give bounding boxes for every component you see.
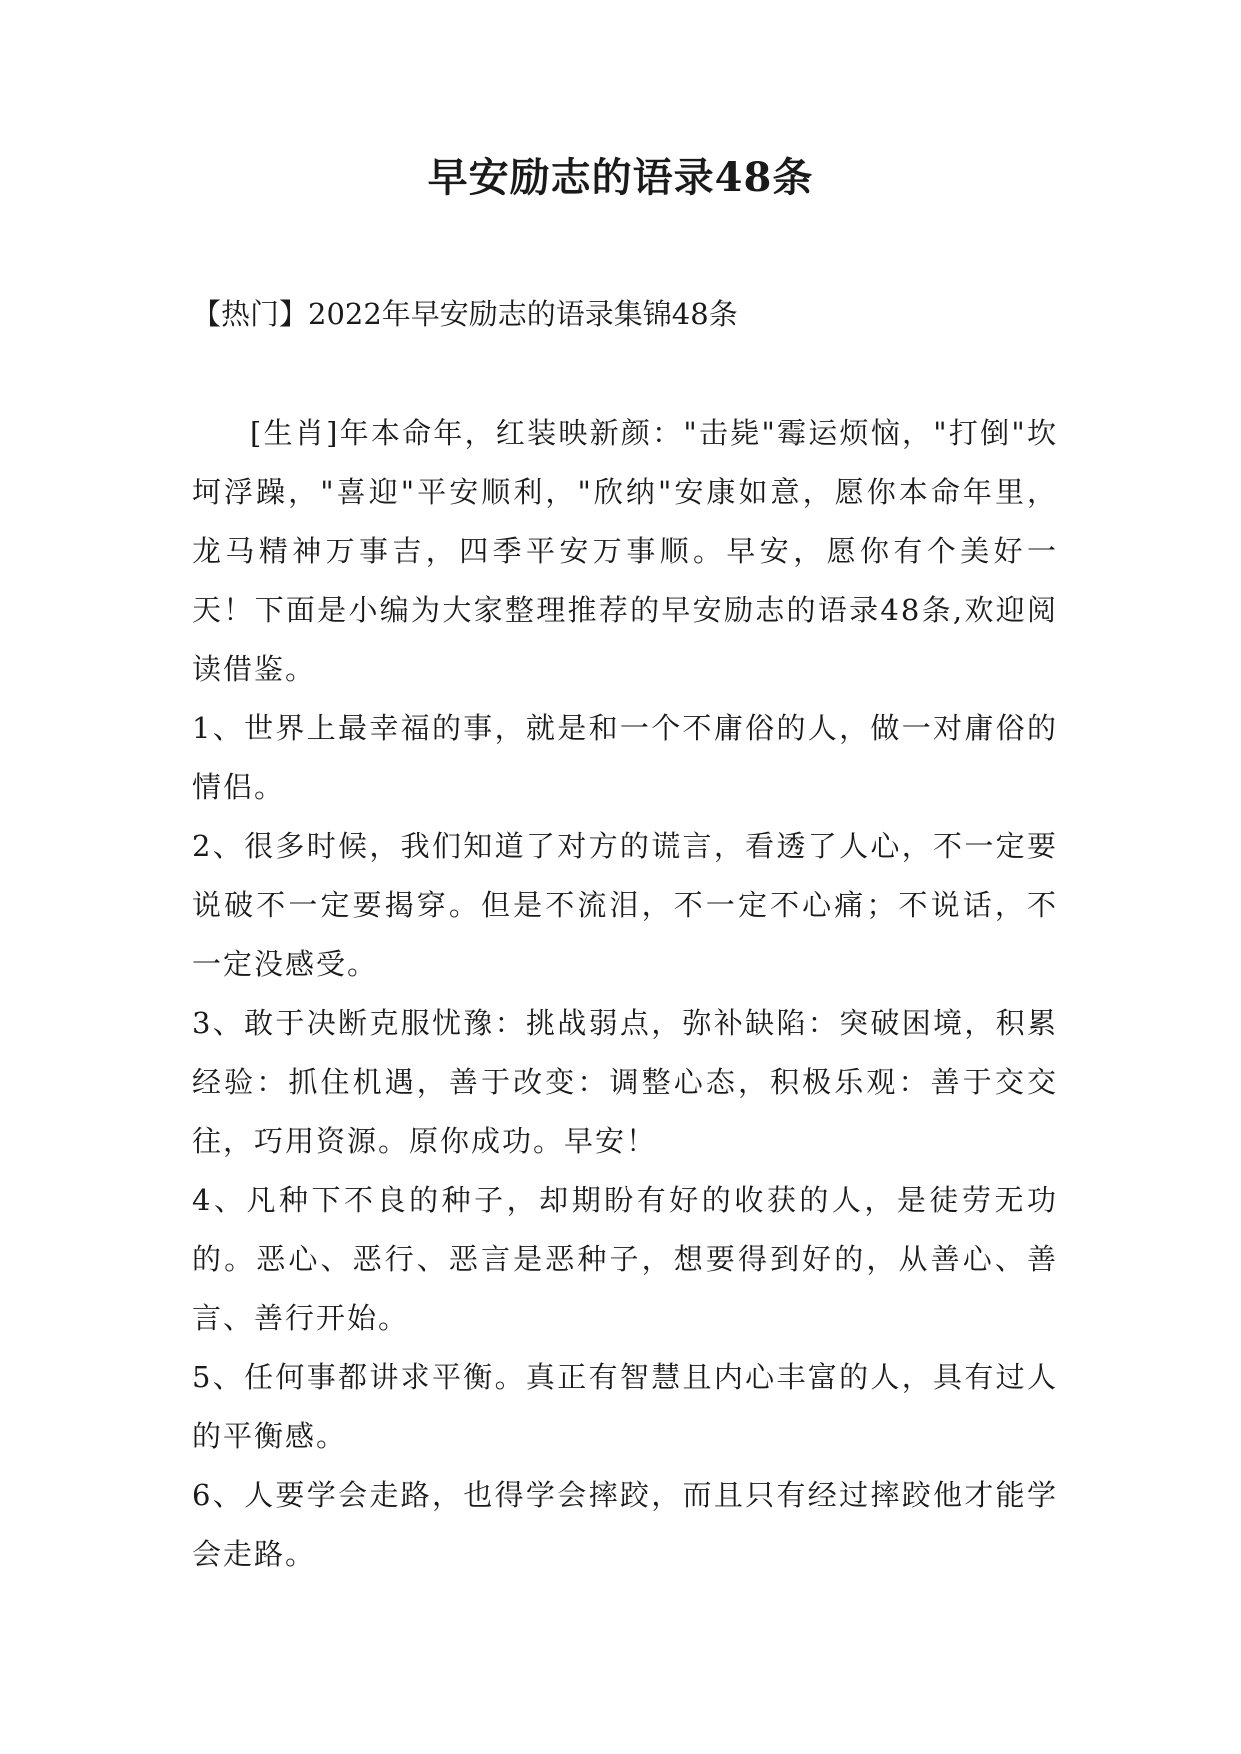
list-item: 6、人要学会走路，也得学会摔跤，而且只有经过摔跤他才能学会走路。	[192, 1478, 1058, 1571]
list-item: 5、任何事都讲求平衡。真正有智慧且内心丰富的人，具有过人的平衡感。	[192, 1360, 1058, 1453]
intro-paragraph: [生肖]年本命年，红装映新颜："击毙"霉运烦恼，"打倒"坎坷浮躁，"喜迎"平安顺利，"欣纳"安康如意，愿你本命年里，龙马精神万事吉，四季平安万事顺。早安，愿你有个美好一天！下面是小编为大家整理推荐的早安励志的语录48条,欢迎阅读借鉴。	[192, 416, 1058, 686]
document-body	[192, 404, 1058, 1584]
list-item: 3、敢于决断克服忧豫：挑战弱点，弥补缺陷：突破困境，积累经验：抓住机遇，善于改变：调整心态，积极乐观：善于交交往，巧用资源。原你成功。早安！	[192, 1006, 1058, 1158]
list-item: 4、凡种下不良的种子，却期盼有好的收获的人，是徒劳无功的。恶心、恶行、恶言是恶种子，想要得到好的，从善心、善言、善行开始。	[192, 1183, 1058, 1335]
document-title: 早安励志的语录48条	[427, 154, 814, 201]
document-subtitle: 【热门】2022年早安励志的语录集锦48条	[192, 297, 738, 331]
list-item: 2、很多时候，我们知道了对方的谎言，看透了人心，不一定要说破不一定要揭穿。但是不流泪，不一定不心痛；不说话，不一定没感受。	[192, 829, 1058, 981]
list-item: 1、世界上最幸福的事，就是和一个不庸俗的人，做一对庸俗的情侣。	[192, 711, 1058, 804]
